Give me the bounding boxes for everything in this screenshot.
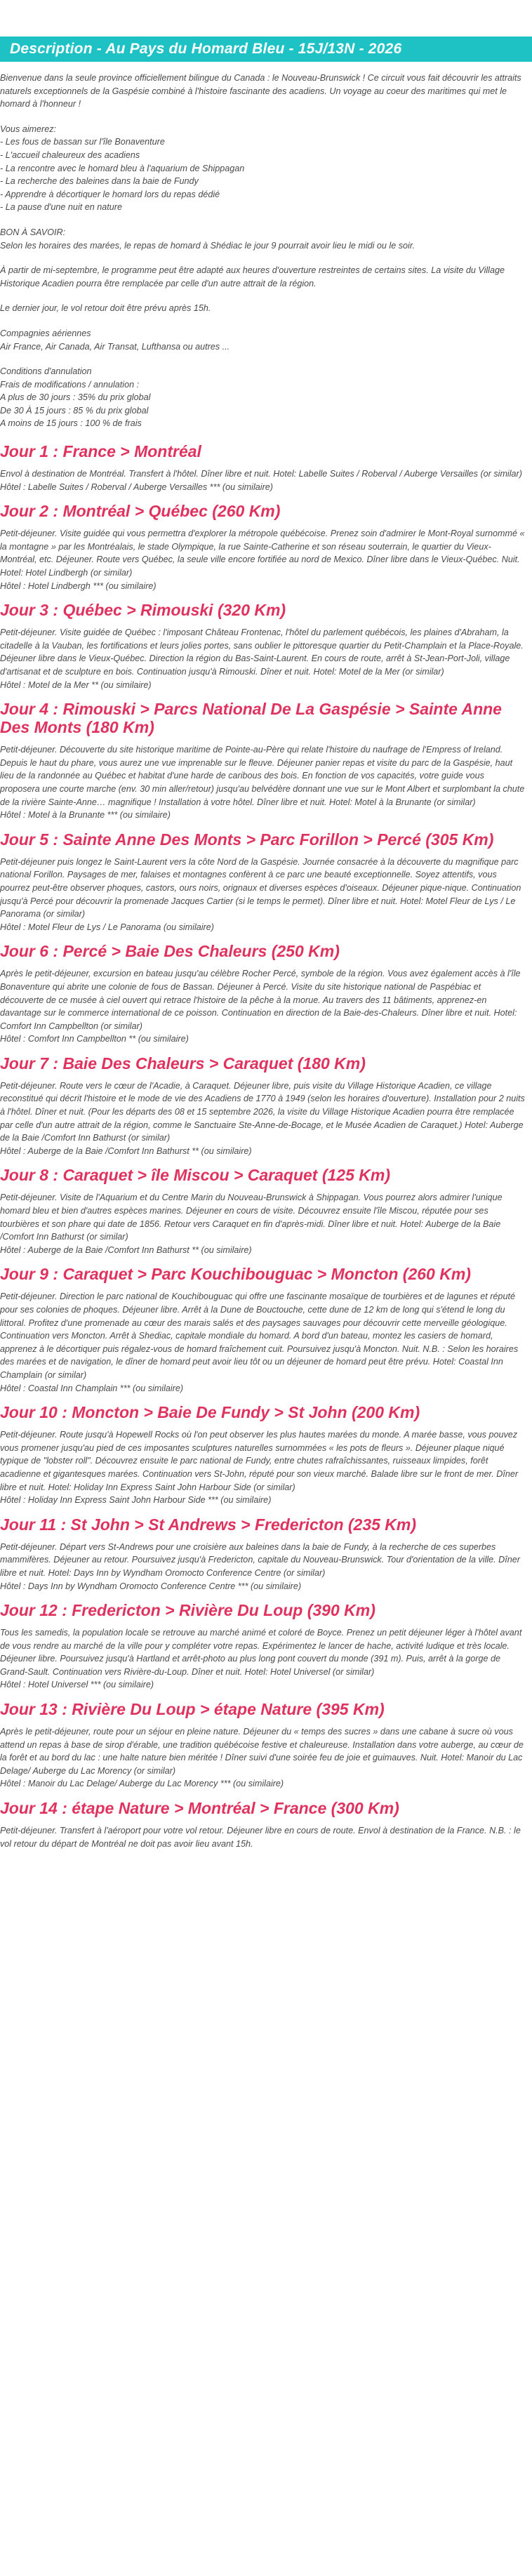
- day-description: Petit-déjeuner puis longez le Saint-Laurent vers la côte Nord de la Gaspésie. Journée consacrée à la découverte du magnifique parc national Forillon. Paysages de mer, falaises et montagnes confèrent à ce parc une beauté exceptionnelle. Soyez attentifs, vous pourrez peut-être observer phoques, castors, ours noirs, orignaux et diverses espèces d'oiseaux. Déjeuner pique-nique. Continuation jusqu'à Percé pour découvrir la promenade Jacques Cartier (si le temps le permet). Dîner libre et nuit. Hotel: Motel Fleur de Lys / Le Panorama (or similar): [0, 856, 521, 919]
- intro-line: De 30 À 15 jours : 85 % du prix global: [0, 405, 149, 416]
- day-hotel: Hôtel : Hotel Universel *** (ou similaire): [0, 1680, 154, 1690]
- day-section: [0, 442, 525, 493]
- days-list: [0, 442, 525, 1850]
- day-hotel: Hôtel : Coastal Inn Champlain *** (ou similaire): [0, 1383, 184, 1393]
- day-hotel: Hôtel : Auberge de la Baie /Comfort Inn Bathurst ** (ou similaire): [0, 1146, 252, 1156]
- intro-line: A plus de 30 jours : 35% du prix global: [0, 392, 151, 403]
- intro-paragraph: [0, 302, 525, 315]
- intro-line: - Apprendre à décortiquer le homard lors du repas dédié: [0, 189, 220, 199]
- intro-paragraph: [0, 226, 525, 252]
- day-title: Jour 11 : St John > St Andrews > Fredericton (235 Km): [0, 1515, 417, 1534]
- day-title: Jour 14 : étape Nature > Montréal > France (300 Km): [0, 1799, 399, 1818]
- day-hotel: Hôtel : Motel Fleur de Lys / Le Panorama (ou similaire): [0, 922, 214, 932]
- day-section: [0, 1166, 525, 1256]
- day-hotel: Hôtel : Hotel Lindbergh *** (ou similaire): [0, 580, 157, 591]
- intro-line: BON À SAVOIR:: [0, 227, 66, 237]
- day-title: Jour 6 : Percé > Baie Des Chaleurs (250 Km): [0, 942, 340, 961]
- day-section: [0, 1403, 525, 1507]
- intro-line: Frais de modifications / annulation :: [0, 379, 140, 390]
- day-title: Jour 1 : France > Montréal: [0, 442, 201, 461]
- day-description: Petit-déjeuner. Découverte du site historique maritime de Pointe-au-Père qui relate l'histoire du naufrage de l'Empress of Ireland. Depuis le haut du phare, vous aurez une vue imprenable sur le fleuve. Déjeuner panier repas et visite du parc de la Gaspésie, haut lieu de la randonnée au Québec et habitat d'une harde de caribous des bois. En fonction de vos capacités, votre guide vous proposera une courte marche (env. 30 min aller/retour) jusqu'au belvédère donnant une vue sur le Mont Albert et surplombant la chute de la rivière Sainte-Anne… magnifique ! Installation à votre hôtel. Dîner libre et nuit. Hotel: Motel à la Brunante (or similar): [0, 745, 525, 807]
- day-description: Après le petit-déjeuner, excursion en bateau jusqu'au célèbre Rocher Percé, symbole de la région. Vous avez également accès à l'île Bonaventure qui abrite une colonie de fous de Bassan. Déjeuner à Percé. Visite du site historique national de Paspébiac et découverte de ce musée à ciel ouvert qui retrace l'histoire de la pêche à la morue. Au travers des 11 bâtiments, apprenez-en davantage sur le commerce international de ce poisson. Continuation en direction de la Baie-des-Chaleurs. Dîner libre et nuit. Hotel: Comfort Inn Campbellton (or similar): [0, 969, 521, 1031]
- intro-line: Vous aimerez:: [0, 124, 57, 134]
- intro-paragraph: [0, 327, 525, 353]
- day-section: [0, 700, 525, 822]
- day-section: [0, 1515, 525, 1593]
- day-section: [0, 601, 525, 691]
- day-title: Jour 5 : Sainte Anne Des Monts > Parc Forillon > Percé (305 Km): [0, 830, 494, 849]
- day-title: Jour 12 : Fredericton > Rivière Du Loup (390 Km): [0, 1601, 375, 1620]
- day-title: Jour 8 : Caraquet > île Miscou > Caraquet (125 Km): [0, 1166, 390, 1185]
- intro-line: Le dernier jour, le vol retour doit être prévu après 15h.: [0, 303, 211, 314]
- day-title: Jour 3 : Québec > Rimouski (320 Km): [0, 601, 286, 620]
- day-hotel: Hôtel : Motel à la Brunante *** (ou similaire): [0, 810, 171, 821]
- intro-line: Selon les horaires des marées, le repas de homard à Shédiac le jour 9 pourrait avoir lieu le midi ou le soir.: [0, 240, 415, 251]
- intro-line: A moins de 15 jours : 100 % de frais: [0, 418, 142, 429]
- day-description: Tous les samedis, la population locale se retrouve au marché animé et coloré de Boyce. Prenez un petit déjeuner léger à l'hôtel avant de vous rendre au marché de la ville pour y compléter votre repas. Expérimentez le lancer de hache, activité ludique et très locale. Déjeuner libre. Poursuivez jusqu'à Hartland et arrêt-photo au plus long pont couvert du monde (391 m). Puis, arrêt à la gorge de Grand-Sault. Continuation vers Rivière-du-Loup. Dîner et nuit. Hotel: Hotel Universel (or similar): [0, 1628, 522, 1677]
- intro-line: Conditions d'annulation: [0, 366, 92, 377]
- intro-line: Bienvenue dans la seule province officiellement bilingue du Canada : le Nouveau-Brunswick ! Ce circuit vous fait découvrir les attraits naturels exceptionnels de la Gaspésie combiné à l'histoire fascinante des acadiens. Un voyage au coeur des maritimes qui met le homard à l'honneur !: [0, 73, 521, 109]
- intro-line: - La rencontre avec le homard bleu à l'aquarium de Shippagan: [0, 163, 245, 173]
- day-description: Petit-déjeuner. Visite guidée de Québec : l'imposant Château Frontenac, l'hôtel du parlement québécois, les plaines d'Abraham, la citadelle à la Vauban, les fortifications et leurs jolies portes, sans oublier le pittoresque quartier du Petit-Champlain et la Place-Royale. Déjeuner libre dans le Vieux-Québec. Direction la région du Bas-Saint-Laurent. En cours de route, arrêt à St-Jean-Port-Joli, village d'artisanat et de sculpture en bois. Continuation jusqu'à Rimouski. Dîner et nuit. Hotel: Motel de la Mer (or similar): [0, 628, 524, 677]
- day-hotel: Hôtel : Comfort Inn Campbellton ** (ou similaire): [0, 1034, 189, 1044]
- intro-line: Air France, Air Canada, Air Transat, Lufthansa ou autres ...: [0, 341, 230, 352]
- day-section: [0, 830, 525, 934]
- intro-paragraph: [0, 123, 525, 214]
- itinerary-content: [0, 72, 525, 1850]
- day-title: Jour 13 : Rivière Du Loup > étape Nature (395 Km): [0, 1700, 385, 1719]
- day-description: Petit-déjeuner. Transfert à l'aéroport pour votre vol retour. Déjeuner libre en cours de route. Envol à destination de la France. N.B. : le vol retour du départ de Montréal ne doit pas avoir lieu avant 15h.: [0, 1826, 521, 1849]
- day-hotel: Hôtel : Auberge de la Baie /Comfort Inn Bathurst ** (ou similaire): [0, 1244, 252, 1255]
- intro-line: Compagnies aériennes: [0, 328, 91, 338]
- intro-line: - La recherche des baleines dans la baie de Fundy: [0, 176, 199, 187]
- day-hotel: Hôtel : Labelle Suites / Roberval / Auberge Versailles *** (ou similaire): [0, 482, 273, 492]
- page-header-banner: [0, 36, 532, 62]
- day-title: Jour 7 : Baie Des Chaleurs > Caraquet (180 Km): [0, 1054, 366, 1073]
- intro-line: - L'accueil chaleureux des acadiens: [0, 150, 140, 160]
- day-description: Après le petit-déjeuner, route pour un séjour en pleine nature. Déjeuner du « temps des sucres » dans une cabane à sucre où vous attend un repas à base de sirop d'érable, une tradition québécoise festive et chaleureuse. Installation dans votre auberge, au cœur de la forêt et au bord du lac : une halte nature bien méritée ! Dîner suivi d'une soirée feu de joie et guimauves. Nuit. Hotel: Manoir du Lac Delage/ Auberge du Lac Morency (or similar): [0, 1727, 524, 1776]
- day-section: [0, 1601, 525, 1692]
- intro-paragraph: [0, 264, 525, 290]
- day-description: Petit-déjeuner. Visite guidée qui vous permettra d'explorer la métropole québécoise. Prenez soin d'admirer le Mont-Royal surnommé « la montagne » par les Montréalais, le stade Olympique, la rue Sainte-Catherine et son réseau souterrain, le quartier du Vieux-Montréal, etc. Déjeuner. Route vers Québec, la seule ville encore fortifiée au nord de Mexico. Dîner libre dans le Vieux-Québec. Nuit. Hotel: Hotel Lindbergh (or similar): [0, 529, 525, 578]
- page-title: Description - Au Pays du Homard Bleu - 15J/13N - 2026: [10, 41, 402, 57]
- intro-line: - La pause d'une nuit en nature: [0, 202, 122, 213]
- day-hotel: Hôtel : Motel de la Mer ** (ou similaire): [0, 679, 152, 690]
- intro-line: - Les fous de bassan sur l'île Bonaventure: [0, 137, 165, 147]
- intro-line: À partir de mi-septembre, le programme peut être adapté aux heures d'ouverture restreintes de certains sites. La visite du Village Historique Acadien pourra être remplacée par celle d'un autre attrait de la région.: [0, 265, 505, 288]
- day-description: Petit-déjeuner. Départ vers St-Andrews pour une croisière aux baleines dans la baie de Fundy, à la recherche de ces superbes mammifères. Déjeuner au retour. Poursuivez jusqu'à Fredericton, capitale du Nouveau-Brunswick. Tour d'orientation de la ville. Dîner libre et nuit. Hotel: Days Inn by Wyndham Oromocto Conference Centre (or similar): [0, 1541, 520, 1578]
- day-section: [0, 1700, 525, 1791]
- intro-paragraph: [0, 365, 525, 430]
- day-title: Jour 4 : Rimouski > Parcs National De La Gaspésie > Sainte Anne Des Monts (180 Km): [0, 700, 502, 737]
- day-title: Jour 9 : Caraquet > Parc Kouchibouguac > Moncton (260 Km): [0, 1265, 471, 1284]
- day-section: [0, 942, 525, 1046]
- day-section: [0, 1799, 525, 1850]
- day-section: [0, 1265, 525, 1395]
- intro-section: [0, 72, 525, 430]
- day-hotel: Hôtel : Holiday Inn Express Saint John Harbour Side *** (ou similaire): [0, 1495, 272, 1506]
- day-hotel: Hôtel : Days Inn by Wyndham Oromocto Conference Centre *** (ou similaire): [0, 1581, 302, 1591]
- day-hotel: Hôtel : Manoir du Lac Delage/ Auberge du Lac Morency *** (ou similaire): [0, 1779, 284, 1789]
- day-description: Petit-déjeuner. Direction le parc national de Kouchibouguac qui offre une fascinante mosaïque de tourbières et de lagunes et réputé pour ses colonies de phoques. Déjeuner libre. Arrêt à la Dune de Bouctouche, cette dune de 12 km de long qui s'étend le long du littoral. Profitez d'une promenade au cœur des marais salés et des paysages sauvages pour découvrir cette merveille géologique. Continuation vers Moncton. Arrêt à Shediac, capitale mondiale du homard. A bord d'un bateau, montez les casiers de homard, apprenez à le décortiquer puis régalez-vous de homard fraîchement cuit. Poursuivez jusqu'à Moncton. Nuit. N.B. : Selon les horaires des marées et de navigation, le dîner de homard peut avoir lieu tôt ou un déjeuner de homard peut être prévu. Hotel: Coastal Inn Champlain (or similar): [0, 1292, 519, 1380]
- day-description: Petit-déjeuner. Route vers le cœur de l'Acadie, à Caraquet. Déjeuner libre, puis visite du Village Historique Acadien, ce village reconstitué qui décrit l'histoire et le mode de vie des Acadiens de 1770 à 1949 (selon les horaires d'ouverture). Installation pour 2 nuits à l'hôtel. Dîner et nuit. (Pour les départs des 08 et 15 septembre 2026, la visite du Village Historique Acadien pourra être remplacée par celle d'un autre attrait de la région, comme le Sanctuaire Ste-Anne-de-Bocage, et le Musée Acadien de Caraquet.) Hotel: Auberge de la Baie /Comfort Inn Bathurst (or similar): [0, 1080, 525, 1143]
- day-section: [0, 1054, 525, 1158]
- day-section: [0, 502, 525, 592]
- intro-paragraph: [0, 72, 525, 111]
- day-description: Petit-déjeuner. Route jusqu'à Hopewell Rocks où l'on peut observer les plus hautes marées du monde. A marée basse, vous pouvez vous promener jusqu'au pied de ces imposantes sculptures naturelles surnommées « les pots de fleurs ». Déjeuner plaque niqué typique de "lobster roll". Découvrez ensuite le parc national de Fundy, entre chutes rafraîchissantes, ruisseaux limpides, forêt acadienne et gigantesques marées. Continuation vers St-John, réputé pour son vieux marché. Balade libre sur le front de mer. Dîner libre et nuit. Hotel: Holiday Inn Express Saint John Harbour Side (or similar): [0, 1430, 519, 1492]
- day-title: Jour 10 : Moncton > Baie De Fundy > St John (200 Km): [0, 1403, 420, 1422]
- day-title: Jour 2 : Montréal > Québec (260 Km): [0, 502, 281, 521]
- day-description: Envol à destination de Montréal. Transfert à l'hôtel. Dîner libre et nuit. Hotel: Labelle Suites / Roberval / Auberge Versailles (or similar): [0, 469, 522, 479]
- day-description: Petit-déjeuner. Visite de l'Aquarium et du Centre Marin du Nouveau-Brunswick à Shippagan. Vous pourrez alors admirer l'unique homard bleu et bien d'autres espèces marines. Déjeuner en cours de visite. Découvrez ensuite l'île Miscou, réputée pour ses tourbières et son phare qui date de 1856. Retour vers Caraquet en fin d'après-midi. Dîner libre et nuit. Hotel: Auberge de la Baie /Comfort Inn Bathurst (or similar): [0, 1193, 503, 1242]
